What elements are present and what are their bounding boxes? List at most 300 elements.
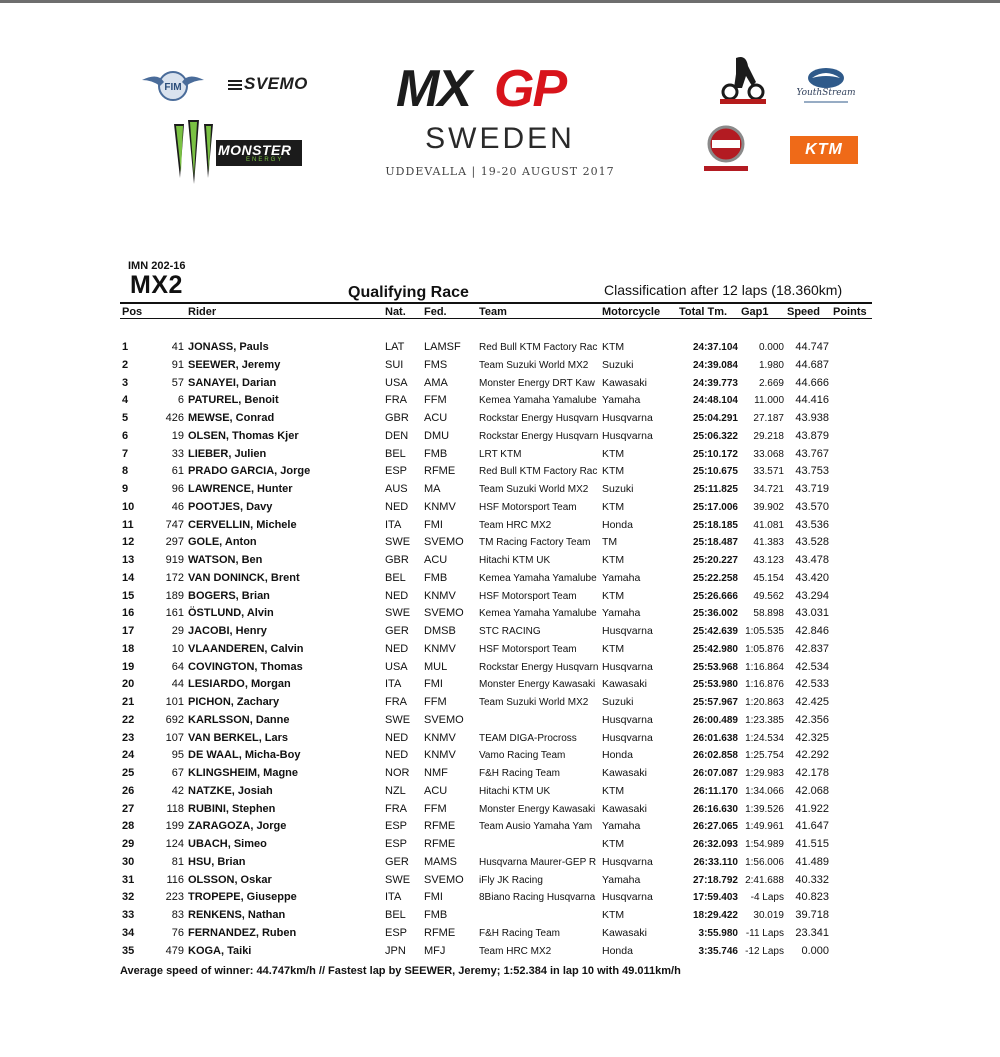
row-number: 101 [165, 696, 184, 708]
row-total-time: 24:39.773 [692, 377, 738, 389]
row-speed: 39.718 [795, 909, 829, 921]
row-motorcycle: Suzuki [602, 483, 634, 495]
row-position: 13 [122, 554, 135, 566]
table-row [0, 907, 1000, 925]
row-team: Monster Energy Kawasaki [479, 679, 596, 691]
row-number: 91 [171, 358, 184, 371]
row-gap: 1:20.863 [745, 697, 784, 708]
row-federation: KNMV [424, 500, 456, 513]
row-motorcycle: Yamaha [602, 820, 641, 833]
row-federation: FMB [424, 447, 448, 460]
row-number: 81 [171, 855, 184, 868]
row-motorcycle: Suzuki [602, 696, 634, 708]
row-rider: FERNANDEZ, Ruben [188, 926, 297, 939]
row-team: Red Bull KTM Factory Rac [479, 466, 598, 478]
row-total-time: 25:53.980 [692, 679, 738, 691]
table-row [0, 428, 1000, 446]
row-gap: -12 Laps [745, 945, 784, 957]
row-position: 24 [122, 749, 135, 762]
row-rider: KOGA, Taiki [188, 944, 252, 957]
row-team: Team HRC MX2 [479, 519, 552, 531]
row-motorcycle: KTM [602, 909, 625, 921]
row-rider: COVINGTON, Thomas [188, 660, 303, 673]
row-total-time: 26:02.858 [692, 750, 738, 762]
row-position: 18 [122, 642, 135, 655]
row-nationality: NED [385, 749, 409, 762]
row-federation: KNMV [424, 642, 456, 655]
row-gap: 1:23.385 [745, 714, 784, 726]
row-team: HSF Motorsport Team [479, 643, 577, 655]
col-fed: Fed. [424, 306, 447, 318]
row-total-time: 25:18.487 [692, 537, 738, 549]
row-gap: 41.383 [753, 537, 784, 549]
row-speed: 43.753 [795, 465, 829, 478]
row-gap: 49.562 [753, 590, 784, 602]
row-motorcycle: Honda [602, 518, 633, 531]
row-position: 2 [122, 358, 129, 371]
row-position: 20 [122, 678, 135, 691]
row-federation: MUL [424, 660, 448, 673]
row-rider: DE WAAL, Micha-Boy [188, 749, 301, 762]
row-total-time: 25:22.258 [692, 572, 738, 584]
table-row [0, 534, 1000, 552]
row-speed: 42.837 [795, 642, 829, 655]
table-row [0, 854, 1000, 872]
row-rider: WATSON, Ben [188, 554, 263, 566]
table-row [0, 801, 1000, 819]
row-position: 12 [122, 536, 135, 549]
row-total-time: 25:18.185 [692, 519, 738, 531]
row-federation: AMA [424, 376, 448, 389]
table-row [0, 517, 1000, 535]
row-number: 223 [165, 891, 184, 904]
row-position: 30 [122, 855, 135, 868]
row-motorcycle: KTM [602, 500, 625, 513]
row-number: 61 [171, 465, 184, 478]
row-total-time: 25:10.172 [692, 448, 738, 460]
table-row [0, 783, 1000, 801]
row-position: 33 [122, 909, 135, 921]
table-row [0, 676, 1000, 694]
row-nationality: ESP [385, 838, 408, 850]
row-federation: NMF [424, 767, 448, 779]
row-number: 41 [171, 341, 184, 353]
row-position: 14 [122, 571, 135, 584]
row-position: 34 [122, 926, 135, 939]
header-rule-top [120, 302, 872, 304]
row-number: 161 [165, 607, 184, 620]
row-rider: SEEWER, Jeremy [188, 358, 281, 371]
row-gap: 1:39.526 [745, 803, 784, 815]
row-rider: PICHON, Zachary [188, 696, 280, 708]
row-position: 25 [122, 767, 135, 779]
row-total-time: 25:36.002 [692, 608, 738, 620]
row-team: Team Ausio Yamaha Yam [479, 821, 593, 833]
row-federation: FMS [424, 358, 448, 371]
row-number: 199 [165, 820, 184, 833]
row-total-time: 25:06.322 [692, 430, 738, 442]
row-gap: 1:16.864 [745, 661, 784, 673]
row-motorcycle: Husqvarna [602, 412, 653, 424]
uddevalla-logo [716, 52, 770, 106]
row-nationality: BEL [385, 571, 406, 584]
row-team: Red Bull KTM Factory Rac [479, 342, 598, 353]
row-federation: ACU [424, 412, 448, 424]
col-nat: Nat. [385, 306, 406, 318]
row-nationality: GBR [385, 554, 409, 566]
row-rider: PRADO GARCIA, Jorge [188, 465, 311, 478]
row-total-time: 25:42.980 [692, 643, 738, 655]
row-gap: 2:41.688 [745, 874, 784, 886]
fim-logo [140, 68, 206, 104]
row-gap: 34.721 [753, 484, 784, 495]
row-team: TEAM DIGA-Procross [479, 732, 577, 744]
row-speed: 43.767 [795, 447, 829, 460]
row-federation: RFME [424, 820, 456, 833]
row-motorcycle: KTM [602, 465, 625, 478]
row-position: 16 [122, 607, 135, 620]
row-motorcycle: KTM [602, 554, 625, 566]
table-row [0, 375, 1000, 393]
row-federation: KNMV [424, 749, 456, 762]
row-motorcycle: TM [602, 536, 618, 549]
row-federation: MFJ [424, 944, 446, 957]
row-rider: LIEBER, Julien [188, 447, 267, 460]
row-speed: 43.536 [795, 518, 829, 531]
row-team: Monster Energy DRT Kaw [479, 377, 595, 389]
row-total-time: 26:16.630 [692, 803, 738, 815]
table-row [0, 836, 1000, 854]
row-total-time: 25:17.006 [692, 501, 738, 513]
row-gap: 0.000 [758, 342, 784, 353]
table-row [0, 410, 1000, 428]
row-position: 22 [122, 713, 135, 726]
row-position: 23 [122, 731, 135, 744]
row-number: 479 [165, 944, 184, 957]
row-nationality: NZL [385, 784, 406, 797]
row-total-time: 25:42.639 [692, 626, 738, 637]
row-nationality: SWE [385, 873, 411, 886]
table-row [0, 889, 1000, 907]
fiat-logo [700, 124, 752, 174]
row-gap: 1:49.961 [745, 821, 784, 833]
row-gap: 45.154 [753, 572, 784, 584]
row-gap: 41.081 [753, 519, 784, 531]
ktm-logo: KTM [790, 136, 858, 164]
row-speed: 42.534 [795, 660, 829, 673]
row-motorcycle: Husqvarna [602, 713, 653, 726]
row-speed: 44.666 [795, 376, 829, 389]
row-motorcycle: KTM [602, 642, 625, 655]
event-country: SWEDEN [425, 122, 575, 155]
row-team: TM Racing Factory Team [479, 537, 591, 549]
table-row [0, 357, 1000, 375]
row-nationality: ESP [385, 820, 408, 833]
row-total-time: 24:39.084 [692, 359, 738, 371]
col-pos: Pos [122, 306, 143, 318]
table-row [0, 552, 1000, 570]
row-rider: UBACH, Simeo [188, 838, 267, 850]
row-number: 29 [171, 625, 184, 637]
row-total-time: 25:20.227 [692, 555, 738, 566]
row-gap: 1:56.006 [745, 856, 784, 868]
results-table [0, 339, 1000, 960]
row-position: 4 [122, 394, 129, 407]
row-federation: ACU [424, 784, 448, 797]
row-gap: 27.187 [753, 413, 784, 424]
row-federation: FMB [424, 571, 448, 584]
row-speed: 43.031 [795, 607, 829, 620]
row-gap: 1:34.066 [745, 785, 784, 797]
row-team: Hitachi KTM UK [479, 555, 551, 566]
row-gap: 33.571 [753, 466, 784, 478]
row-nationality: BEL [385, 447, 406, 460]
table-row [0, 446, 1000, 464]
table-row [0, 925, 1000, 943]
row-federation: FMI [424, 518, 443, 531]
table-row [0, 730, 1000, 748]
table-row [0, 872, 1000, 890]
row-motorcycle: Yamaha [602, 607, 641, 620]
table-row [0, 499, 1000, 517]
row-rider: HSU, Brian [188, 855, 246, 868]
row-total-time: 26:32.093 [692, 839, 738, 850]
row-federation: FMI [424, 891, 443, 904]
row-position: 10 [122, 500, 135, 513]
row-federation: FFM [424, 802, 447, 815]
row-number: 919 [165, 554, 184, 566]
row-federation: SVEMO [424, 873, 464, 886]
row-nationality: SWE [385, 607, 411, 620]
row-federation: KNMV [424, 589, 456, 602]
row-nationality: ITA [385, 678, 402, 691]
row-speed: 40.823 [795, 891, 829, 904]
row-position: 31 [122, 873, 135, 886]
row-total-time: 26:33.110 [693, 856, 738, 868]
row-motorcycle: KTM [602, 784, 625, 797]
row-federation: DMU [424, 429, 450, 442]
row-number: 116 [166, 873, 184, 886]
row-rider: MEWSE, Conrad [188, 412, 275, 424]
row-position: 29 [122, 838, 135, 850]
row-speed: 43.879 [795, 429, 829, 442]
row-federation: MAMS [424, 855, 457, 868]
row-rider: KARLSSON, Danne [188, 713, 290, 726]
row-total-time: 25:04.291 [692, 413, 738, 424]
mxgp-logo [396, 58, 606, 116]
row-total-time: 3:35.746 [698, 945, 738, 957]
row-rider: LESIARDO, Morgan [188, 678, 291, 691]
row-motorcycle: KTM [602, 838, 625, 850]
row-number: 189 [165, 589, 184, 602]
row-total-time: 24:37.104 [692, 342, 738, 353]
row-motorcycle: Husqvarna [602, 429, 653, 442]
row-total-time: 26:00.489 [692, 714, 738, 726]
row-position: 32 [122, 891, 135, 904]
row-motorcycle: Husqvarna [602, 855, 653, 868]
row-speed: 44.687 [795, 358, 829, 371]
table-row [0, 392, 1000, 410]
header-rule-bottom [120, 318, 872, 319]
row-rider: CERVELLIN, Michele [188, 518, 297, 531]
row-motorcycle: KTM [602, 341, 625, 353]
row-speed: 43.719 [795, 483, 829, 495]
row-number: 107 [165, 731, 184, 744]
row-number: 10 [171, 642, 184, 655]
row-position: 15 [122, 589, 135, 602]
top-border [0, 0, 1000, 3]
row-total-time: 27:18.792 [692, 874, 738, 886]
row-team: STC RACING [479, 626, 541, 637]
svemo-logo: SVEMO [228, 74, 308, 94]
row-gap: 39.902 [753, 501, 784, 513]
row-total-time: 24:48.104 [692, 395, 738, 407]
row-number: 124 [165, 838, 184, 850]
row-rider: ZARAGOZA, Jorge [188, 820, 287, 833]
row-federation: MA [424, 483, 441, 495]
row-team: Monster Energy Kawasaki [479, 803, 596, 815]
row-speed: 44.416 [795, 394, 829, 407]
row-team: HSF Motorsport Team [479, 590, 577, 602]
row-federation: RFME [424, 465, 456, 478]
row-number: 172 [165, 571, 184, 584]
row-nationality: NED [385, 642, 409, 655]
row-number: 426 [165, 412, 184, 424]
row-team: F&H Racing Team [479, 927, 560, 939]
row-nationality: SWE [385, 713, 411, 726]
row-nationality: GER [385, 855, 409, 868]
row-nationality: ESP [385, 926, 408, 939]
row-position: 9 [122, 483, 129, 495]
row-number: 44 [171, 678, 184, 691]
row-speed: 42.533 [795, 678, 829, 691]
row-speed: 41.489 [795, 855, 829, 868]
row-motorcycle: Kawasaki [602, 376, 647, 389]
row-gap: 1:25.754 [745, 750, 784, 762]
col-points: Points [833, 306, 867, 318]
row-speed: 43.478 [795, 554, 829, 566]
row-federation: SVEMO [424, 536, 464, 549]
row-gap: 1:29.983 [745, 768, 784, 779]
row-position: 8 [122, 465, 129, 478]
row-rider: VAN BERKEL, Lars [188, 731, 289, 744]
row-motorcycle: KTM [602, 589, 625, 602]
row-number: 297 [165, 536, 184, 549]
row-nationality: GER [385, 625, 409, 637]
row-number: 64 [171, 660, 184, 673]
row-gap: 43.123 [753, 555, 784, 566]
row-number: 67 [171, 767, 184, 779]
table-row [0, 943, 1000, 961]
table-row [0, 818, 1000, 836]
row-position: 3 [122, 376, 129, 389]
row-position: 19 [122, 660, 135, 673]
race-class: MX2 [130, 271, 183, 299]
row-motorcycle: Kawasaki [602, 926, 647, 939]
row-motorcycle: Honda [602, 944, 633, 957]
table-row [0, 481, 1000, 499]
table-row [0, 570, 1000, 588]
table-row [0, 765, 1000, 783]
row-federation: FFM [424, 696, 447, 708]
row-position: 7 [122, 447, 129, 460]
row-federation: ACU [424, 554, 448, 566]
row-nationality: FRA [385, 394, 407, 407]
row-team: Rockstar Energy Husqvarn [479, 430, 599, 442]
row-total-time: 26:11.170 [693, 785, 738, 797]
row-team: Vamo Racing Team [479, 750, 566, 762]
row-federation: KNMV [424, 731, 456, 744]
row-nationality: SUI [385, 358, 404, 371]
row-nationality: NOR [385, 767, 410, 779]
row-nationality: USA [385, 660, 408, 673]
col-team: Team [479, 306, 507, 318]
row-team: HSF Motorsport Team [479, 501, 577, 513]
row-speed: 44.747 [795, 341, 829, 353]
row-motorcycle: Yamaha [602, 394, 641, 407]
row-gap: 1:05.535 [745, 626, 784, 637]
row-speed: 43.294 [795, 589, 829, 602]
row-rider: VLAANDEREN, Calvin [188, 642, 304, 655]
row-federation: SVEMO [424, 607, 464, 620]
row-rider: RUBINI, Stephen [188, 802, 276, 815]
imn-code: IMN 202-16 [128, 260, 186, 272]
row-total-time: 17:59.403 [692, 892, 738, 904]
row-number: 6 [177, 394, 184, 407]
row-speed: 41.647 [795, 820, 829, 833]
row-speed: 41.922 [795, 802, 829, 815]
row-total-time: 26:01.638 [692, 732, 738, 744]
row-number: 96 [171, 483, 184, 495]
row-rider: OLSEN, Thomas Kjer [188, 429, 299, 442]
row-rider: PATUREL, Benoit [188, 394, 279, 407]
row-nationality: AUS [385, 483, 408, 495]
row-nationality: GBR [385, 412, 409, 424]
row-gap: 58.898 [753, 608, 784, 620]
row-federation: LAMSF [424, 341, 461, 353]
row-team: 8Biano Racing Husqvarna [479, 892, 596, 904]
row-rider: GOLE, Anton [188, 536, 257, 549]
row-gap: 11.000 [754, 395, 784, 407]
col-motorcycle: Motorcycle [602, 306, 661, 318]
row-speed: 40.332 [795, 873, 829, 886]
row-total-time: 26:07.087 [692, 768, 738, 779]
row-number: 46 [171, 500, 184, 513]
row-gap: 29.218 [753, 430, 784, 442]
classification-summary: Classification after 12 laps (18.360km) [604, 282, 843, 298]
row-gap: 1.980 [758, 359, 784, 371]
row-team: Team Suzuki World MX2 [479, 359, 589, 371]
row-speed: 42.846 [795, 625, 829, 637]
col-gap: Gap1 [741, 306, 769, 318]
row-position: 11 [122, 518, 134, 531]
row-speed: 42.356 [795, 713, 829, 726]
row-rider: KLINGSHEIM, Magne [188, 767, 299, 779]
row-motorcycle: Yamaha [602, 873, 641, 886]
row-team: Team Suzuki World MX2 [479, 697, 589, 708]
row-gap: 1:16.876 [745, 679, 784, 691]
row-number: 42 [171, 784, 184, 797]
row-total-time: 25:10.675 [692, 466, 738, 478]
row-nationality: NED [385, 589, 409, 602]
row-team: Rockstar Energy Husqvarn [479, 413, 599, 424]
table-row [0, 605, 1000, 623]
row-team: F&H Racing Team [479, 768, 560, 779]
row-number: 692 [165, 713, 184, 726]
row-speed: 42.178 [795, 767, 829, 779]
table-row [0, 339, 1000, 357]
row-position: 1 [122, 341, 129, 353]
